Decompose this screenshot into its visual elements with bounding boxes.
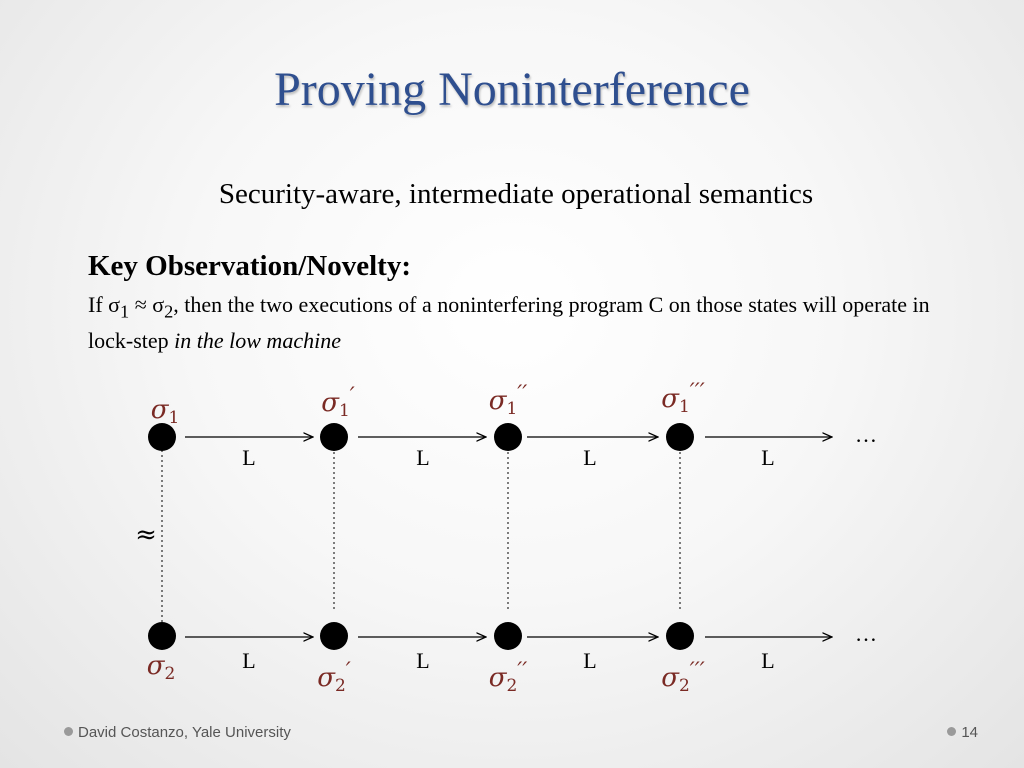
bottom-state-node-1 [148,622,176,650]
body-approx: ≈ σ [129,292,165,317]
body-sub-2: 2 [164,301,174,322]
top-state-label-4: σ1′′′ [661,380,705,417]
page-number: 14 [961,724,978,741]
top-step-label-3: L [583,445,597,470]
top-state-label-1: σ1 [150,395,180,428]
footer-page [947,724,978,741]
bottom-step-label-3: L [583,648,597,673]
key-observation-heading: Key Observation/Novelty: [88,250,411,282]
bottom-step-label-4: L [761,648,775,673]
top-step-label-2: L [416,445,430,470]
bottom-ellipsis: … [855,621,877,646]
footer-author [64,724,291,741]
top-state-label-3: σ1′′ [488,382,528,419]
bottom-state-label-1: σ2 [146,651,176,684]
top-ellipsis: … [855,422,877,447]
approx-symbol: ≈ [135,520,157,550]
body-sub-1: 1 [120,301,130,322]
top-state-label-2: σ1′ [321,384,355,421]
bottom-state-node-3 [494,622,522,650]
body-italic: in the low machine [174,328,341,354]
bottom-state-label-3: σ2′′ [488,659,528,696]
body-if: If σ [88,292,121,317]
bottom-step-label-1: L [242,648,256,673]
bottom-step-label-2: L [416,648,430,673]
footer-bullet-icon [64,727,73,736]
body-rest: , then the two executions of a noninterfering program C on those states will operate in lock-step [88,292,930,354]
top-state-node-3 [494,423,522,451]
footer-author-text: David Costanzo, Yale University [78,724,291,741]
page-bullet-icon [947,727,956,736]
bottom-state-node-4 [666,622,694,650]
slide-title: Proving Noninterference [274,63,750,116]
top-step-label-1: L [242,445,256,470]
bottom-state-node-2 [320,622,348,650]
bottom-state-label-4: σ2′′′ [661,659,705,696]
bottom-state-label-2: σ2′ [317,659,351,696]
top-state-node-2 [320,423,348,451]
top-step-label-4: L [761,445,775,470]
slide-subtitle: Security-aware, intermediate operational semantics [218,178,814,210]
top-state-node-4 [666,423,694,451]
